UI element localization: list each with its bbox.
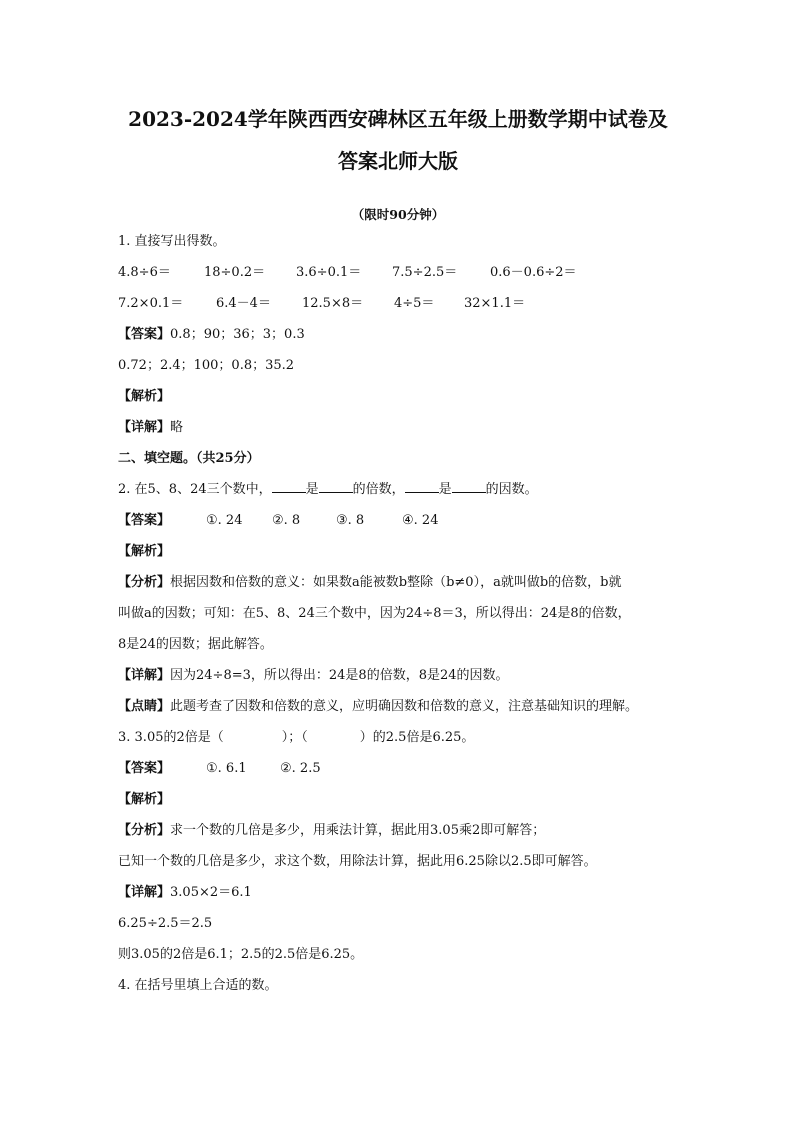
detail-text: 略 [170,420,184,435]
q2-fenxi-2: 叫做a的因数；可知：在5、8、24三个数中，因为24÷8＝3，所以得出：24是8的倍数， [118,606,631,621]
q2-stem-part: 是 [438,482,452,497]
answer-tag: 【答案】 [118,513,171,528]
detail-tag: 【详解】 [118,885,171,900]
q1-answer-2: 0.72；2.4；100；0.8；35.2 [118,358,295,373]
section-2-heading: 二、填空题。（共25分） [118,451,260,466]
fenxi-text: 根据因数和倍数的意义：如果数a能被数b整除（b≠0），a就叫做b的倍数，b就 [170,575,622,590]
q3-answer [118,753,678,784]
answer-blank [452,478,486,493]
answer-tag: 【答案】 [118,761,171,776]
detail-tag: 【详解】 [118,420,171,435]
q2-answer [118,505,678,536]
q3-detail-2: 6.25÷2.5＝2.5 [118,916,213,931]
q3-stem-part: 3. 3.05的2倍是（ [118,730,224,745]
fenxi-text: 求一个数的几倍是多少，用乘法计算，据此用3.05乘2即可解答； [170,823,546,838]
q2-stem-part: 的倍数， [352,482,405,497]
answer-text: 0.8；90；36；3；0.3 [170,327,305,342]
q1-item: 7.5÷2.5＝ [392,265,458,280]
answer-blank [272,478,306,493]
q1-item: 3.6÷0.1＝ [296,265,362,280]
q2-dianjing [118,691,678,722]
q1-detail [118,412,678,443]
q3-stem-part: ）的2.5倍是6.25。 [359,730,475,745]
q1-answer [118,319,678,350]
answer-item: ②. 8 [272,513,301,528]
q1-stem: 1. 直接写出得数。 [118,234,226,249]
detail-tag: 【详解】 [118,668,171,683]
q1-item: 32×1.1＝ [464,296,526,311]
detail-text: 因为24÷8=3，所以得出：24是8的倍数，8是24的因数。 [170,668,509,683]
dianjing-text: 此题考查了因数和倍数的意义，应明确因数和倍数的意义，注意基础知识的理解。 [170,699,639,714]
answer-blank [405,478,439,493]
time-limit: （限时90分钟） [351,207,445,222]
fenxi-tag: 【分析】 [118,575,171,590]
q3-detail [118,877,678,908]
answer-item: ③. 8 [336,513,365,528]
q3-detail-3: 则3.05的2倍是6.1；2.5的2.5倍是6.25。 [118,947,364,962]
q1-row-1 [118,257,678,288]
q1-item: 7.2×0.1＝ [118,296,184,311]
q1-item: 4.8÷6＝ [118,265,171,280]
q1-analysis-tag: 【解析】 [118,389,171,404]
q2-stem-part: 是 [305,482,319,497]
document-title [118,98,678,182]
q1-item: 18÷0.2＝ [204,265,266,280]
q1-item: 4÷5＝ [394,296,435,311]
fenxi-tag: 【分析】 [118,823,171,838]
q3-stem-part: ）；（ [281,730,308,745]
dianjing-tag: 【点睛】 [118,699,171,714]
q3-analysis-tag: 【解析】 [118,792,171,807]
q1-item: 6.4－4＝ [216,296,271,311]
title-line-2: 答案北师大版 [338,149,458,173]
detail-text: 3.05×2＝6.1 [170,885,252,900]
q2-fenxi-3: 8是24的因数；据此解答。 [118,637,273,652]
q1-item: 12.5×8＝ [302,296,364,311]
q3-fenxi-2: 已知一个数的几倍是多少，求这个数，用除法计算，据此用6.25除以2.5即可解答。 [118,854,597,869]
q2-stem-part: 的因数。 [485,482,538,497]
q3-stem [118,722,678,753]
q4-stem: 4. 在括号里填上合适的数。 [118,978,278,993]
q2-detail [118,660,678,691]
title-line-1: 2023-2024学年陕西西安碑林区五年级上册数学期中试卷及 [128,107,668,131]
answer-tag: 【答案】 [118,327,171,342]
q1-item: 0.6－0.6÷2＝ [490,265,577,280]
q2-stem-part: 2. 在5、8、24三个数中， [118,482,272,497]
q2-stem [118,474,678,505]
answer-item: ①. 24 [206,513,243,528]
q1-row-2 [118,288,678,319]
q2-fenxi-1 [118,567,678,598]
answer-item: ④. 24 [402,513,439,528]
answer-item: ②. 2.5 [280,761,321,776]
answer-item: ①. 6.1 [206,761,247,776]
answer-blank [319,478,353,493]
document-page [118,98,678,1001]
q2-analysis-tag: 【解析】 [118,544,171,559]
q3-fenxi-1 [118,815,678,846]
